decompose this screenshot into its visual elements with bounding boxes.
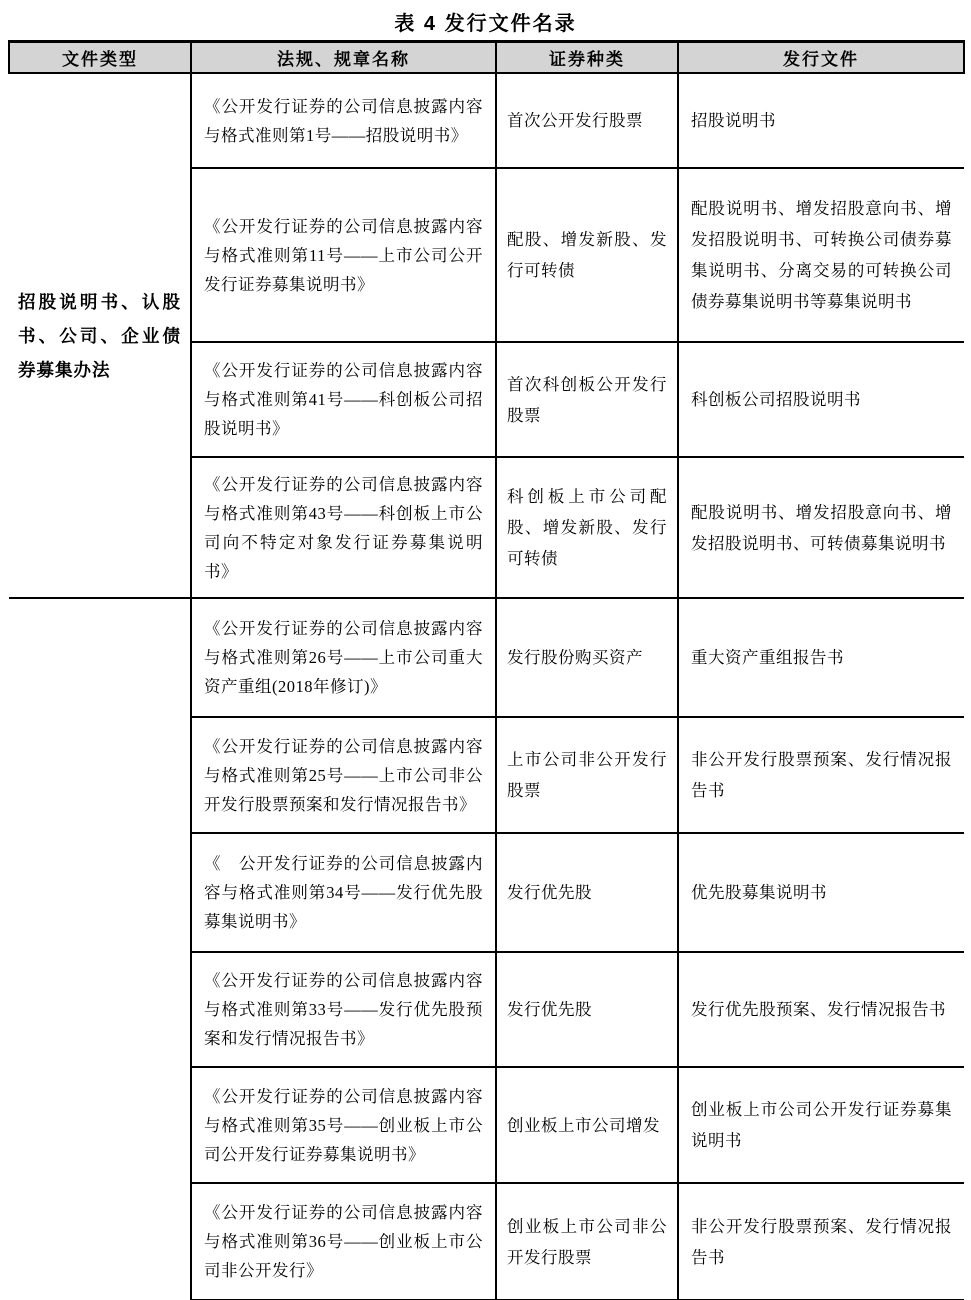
security-type-text: 科创板上市公司配股、增发新股、发行可转债 [507,487,667,568]
issuance-doc-text: 创业板上市公司公开发行证券募集说明书 [691,1100,952,1150]
security-type-text: 创业板上市公司增发 [507,1115,660,1135]
security-type-cell [496,342,678,457]
table-row [9,73,964,168]
issuance-doc-cell [678,342,964,457]
regulation-text: 《公开发行证券的公司信息披露内容与格式准则第33号——发行优先股预案和发行情况报告书》 [204,971,483,1048]
regulation-cell [191,73,496,168]
security-type-cell [496,833,678,952]
regulation-cell [191,598,496,717]
security-type-text: 上市公司非公开发行股票 [507,750,667,800]
column-header-issuance-document: 发行文件 [678,42,964,74]
column-header-regulation-name: 法规、规章名称 [191,42,496,74]
security-type-cell [496,457,678,598]
security-type-cell [496,168,678,342]
table-title: 表 4 发行文件名录 [394,13,577,35]
issuance-doc-cell [678,717,964,833]
issuance-doc-text: 配股说明书、增发招股意向书、增发招股说明书、可转换公司债券募集说明书、分离交易的可转换公司债券募集说明书等募集说明书 [691,199,952,311]
issuance-doc-cell [678,598,964,717]
security-type-text: 发行股份购买资产 [507,648,643,667]
doc-type-cell [9,73,191,598]
regulation-text: 《公开发行证券的公司信息披露内容与格式准则第1号——招股说明书》 [204,96,483,145]
regulation-cell [191,952,496,1067]
issuance-doc-text: 发行优先股预案、发行情况报告书 [691,1000,946,1019]
security-type-text: 配股、增发新股、发行可转债 [507,230,667,280]
issuance-doc-text: 重大资产重组报告书 [691,648,844,667]
regulation-text: 《 公开发行证券的公司信息披露内容与格式准则第34号——发行优先股募集说明书》 [204,854,483,931]
issuance-doc-text: 非公开发行股票预案、发行情况报告书 [691,750,952,800]
issuance-documents-table [8,40,965,1300]
issuance-doc-cell [678,168,964,342]
security-type-text: 首次科创板公开发行股票 [507,374,667,425]
issuance-doc-cell [678,1183,964,1300]
table-row [9,598,964,717]
regulation-cell [191,833,496,952]
doc-type-cell [9,598,191,1300]
regulation-text: 《公开发行证券的公司信息披露内容与格式准则第43号——科创板上市公司向不特定对象发行证券募集说明书》 [204,474,483,581]
security-type-cell [496,952,678,1067]
issuance-doc-cell [678,833,964,952]
regulation-text: 《公开发行证券的公司信息披露内容与格式准则第41号——科创板公司招股说明书》 [204,361,483,438]
security-type-cell [496,717,678,833]
security-type-text: 创业板上市公司非公开发行股票 [507,1216,667,1267]
regulation-text: 《公开发行证券的公司信息披露内容与格式准则第11号——上市公司公开发行证券募集说明书》 [204,216,483,294]
issuance-doc-cell [678,952,964,1067]
regulation-text: 《公开发行证券的公司信息披露内容与格式准则第35号——创业板上市公司公开发行证券募集说明书》 [204,1086,483,1164]
issuance-doc-text: 非公开发行股票预案、发行情况报告书 [691,1216,952,1267]
security-type-text: 发行优先股 [507,883,592,902]
regulation-cell [191,168,496,342]
regulation-cell [191,717,496,833]
security-type-text: 首次公开发行股票 [507,111,643,130]
security-type-cell [496,1183,678,1300]
regulation-cell [191,1183,496,1300]
doc-type-label: 招股说明书、认股书、公司、企业债券募集办法 [18,291,181,380]
issuance-doc-text: 配股说明书、增发招股意向书、增发招股说明书、可转债募集说明书 [691,502,952,553]
regulation-cell [191,457,496,598]
issuance-doc-cell [678,457,964,598]
security-type-cell [496,598,678,717]
issuance-doc-text: 优先股募集说明书 [691,883,827,902]
regulation-cell [191,1067,496,1183]
issuance-doc-text: 科创板公司招股说明书 [691,390,861,409]
security-type-cell [496,1067,678,1183]
issuance-doc-text: 招股说明书 [691,111,776,130]
regulation-text: 《公开发行证券的公司信息披露内容与格式准则第25号——上市公司非公开发行股票预案和发行情况报告书》 [204,736,483,814]
issuance-doc-cell [678,73,964,168]
column-header-file-type: 文件类型 [9,42,191,74]
column-header-security-type: 证券种类 [496,42,678,74]
issuance-doc-cell [678,1067,964,1183]
regulation-text: 《公开发行证券的公司信息披露内容与格式准则第36号——创业板上市公司非公开发行》 [204,1203,483,1280]
table-header-row [9,42,964,74]
regulation-text: 《公开发行证券的公司信息披露内容与格式准则第26号——上市公司重大资产重组(2018年修订)》 [204,619,483,696]
security-type-text: 发行优先股 [507,1000,592,1019]
security-type-cell [496,73,678,168]
regulation-cell [191,342,496,457]
